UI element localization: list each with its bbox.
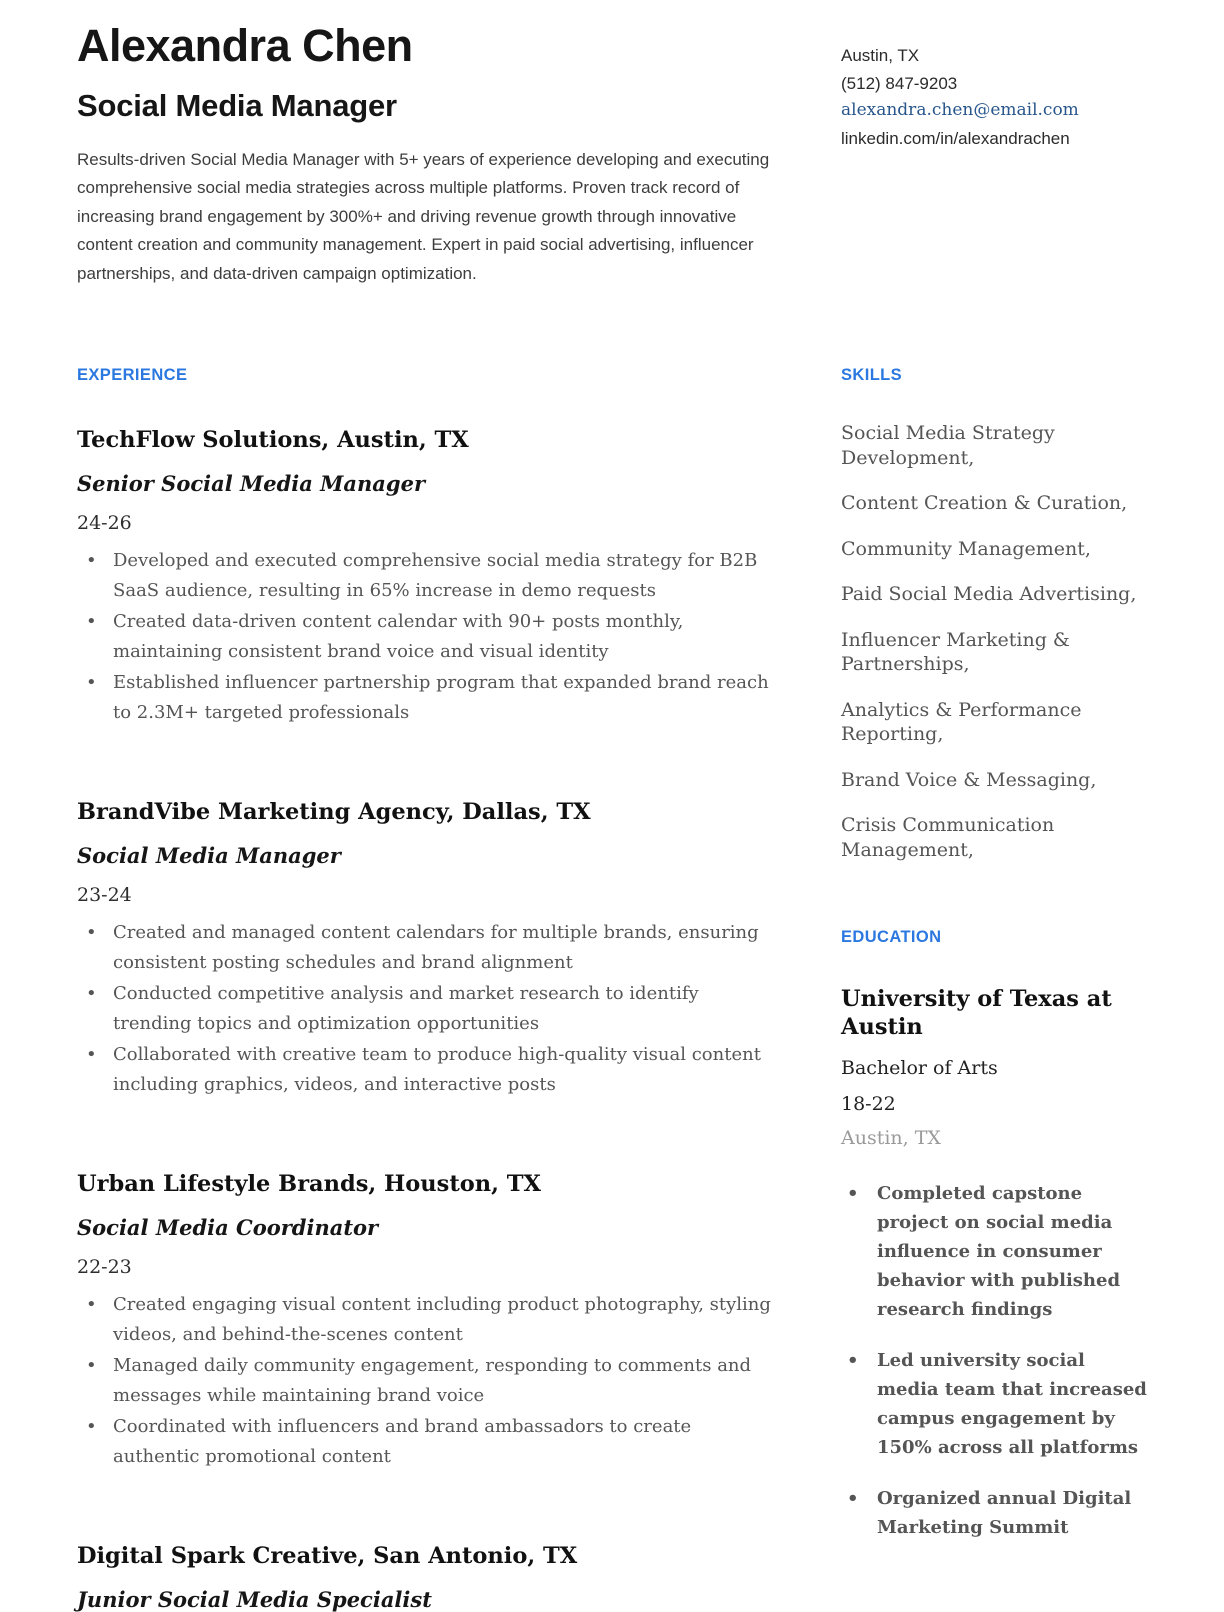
job-title: Junior Social Media Specialist: [77, 1587, 432, 1612]
job-dates: 23-24: [77, 884, 132, 907]
job-dates: 22-23: [77, 1256, 132, 1279]
education-bullets: [841, 1179, 1147, 1542]
job-company: Urban Lifestyle Brands, Houston, TX: [77, 1171, 541, 1198]
job-company: BrandVibe Marketing Agency, Dallas, TX: [77, 799, 591, 826]
job-bullet-item: • Created and managed content calendars for multiple brands, ensuring consistent posting schedules and brand alignment: [77, 918, 775, 977]
contact-block: [841, 20, 1147, 288]
skill-item: Crisis Communication Management,: [841, 814, 1055, 861]
education-location: Austin, TX: [841, 1127, 941, 1150]
education-school: University of Texas at Austin: [841, 986, 1112, 1041]
skill-item: Content Creation & Curation,: [841, 492, 1128, 515]
job-bullet-item: • Established influencer partnership program that expanded brand reach to 2.3M+ targeted professionals: [77, 668, 775, 727]
job-dates: 24-26: [77, 512, 132, 535]
education-bullet-item: • Organized annual Digital Marketing Summit: [841, 1484, 1147, 1542]
job-entry: [77, 799, 775, 1099]
job-entry: [77, 1171, 775, 1471]
job-bullets: [77, 1290, 775, 1471]
job-bullet-item: • Created engaging visual content including product photography, styling videos, and behind-the-scenes content: [77, 1290, 775, 1349]
contact-email-link[interactable]: alexandra.chen@email.com: [841, 100, 1079, 120]
education-section: [841, 928, 1147, 1542]
job-bullet-item: • Coordinated with influencers and brand ambassadors to create authentic promotional content: [77, 1412, 775, 1471]
sidebar-column: [841, 288, 1147, 1612]
job-title: Social Media Coordinator: [77, 1215, 379, 1241]
experience-heading: EXPERIENCE: [77, 366, 188, 385]
summary-paragraph: Results-driven Social Media Manager with 5+ years of experience developing and executing comprehensive social media strategies across multiple platforms. Proven track record of increasing brand engagement by 300%+ and driving revenue growth through innovative content creation and community management. Expert in paid social advertising, influencer partnerships, and data-driven campaign optimization.: [77, 149, 770, 283]
skill-item: Analytics & Performance Reporting,: [841, 698, 1082, 746]
job-bullet-item: • Created data-driven content calendar with 90+ posts monthly, maintaining consistent brand voice and visual identity: [77, 607, 775, 666]
job-company: Digital Spark Creative, San Antonio, TX: [77, 1543, 578, 1570]
job-bullet-item: • Developed and executed comprehensive social media strategy for B2B SaaS audience, resulting in 65% increase in demo requests: [77, 546, 775, 605]
experience-section: [77, 288, 775, 1612]
job-title: Social Media Manager: [77, 843, 341, 869]
job-bullet-item: • Collaborated with creative team to produce high-quality visual content including graphics, videos, and interactive posts: [77, 1040, 775, 1099]
education-bullet-item: • Completed capstone project on social media influence in consumer behavior with published research findings: [841, 1179, 1147, 1324]
contact-phone: (512) 847-9203: [841, 73, 958, 93]
education-dates: 18-22: [841, 1093, 896, 1116]
job-entry: [77, 1543, 775, 1612]
skill-item: Social Media Strategy Development,: [841, 422, 1055, 469]
skill-item: Paid Social Media Advertising,: [841, 583, 1137, 606]
job-entry: [77, 427, 775, 727]
skill-item: Brand Voice & Messaging,: [841, 768, 1097, 791]
skill-item: Influencer Marketing & Partnerships,: [841, 628, 1070, 676]
job-bullet-item: • Managed daily community engagement, responding to comments and messages while maintaining brand voice: [77, 1351, 775, 1410]
jobs-list: [77, 427, 775, 1612]
person-name: Alexandra Chen: [77, 20, 413, 71]
header-block: [77, 20, 775, 288]
job-bullet-item: • Conducted competitive analysis and market research to identify trending topics and optimization opportunities: [77, 979, 775, 1038]
contact-linkedin: linkedin.com/in/alexandrachen: [841, 128, 1070, 148]
job-bullets: [77, 546, 775, 727]
education-degree: Bachelor of Arts: [841, 1057, 998, 1080]
education-heading: EDUCATION: [841, 928, 942, 947]
skill-item: Community Management,: [841, 537, 1091, 560]
job-title: Senior Social Media Manager: [77, 471, 426, 497]
job-bullets: [77, 918, 775, 1099]
skills-list: [841, 421, 1147, 862]
job-company: TechFlow Solutions, Austin, TX: [77, 427, 469, 454]
contact-location: Austin, TX: [841, 46, 920, 65]
education-bullet-item: • Led university social media team that increased campus engagement by 150% across all platforms: [841, 1346, 1147, 1462]
skills-heading: SKILLS: [841, 366, 903, 385]
person-title: Social Media Manager: [77, 87, 397, 123]
